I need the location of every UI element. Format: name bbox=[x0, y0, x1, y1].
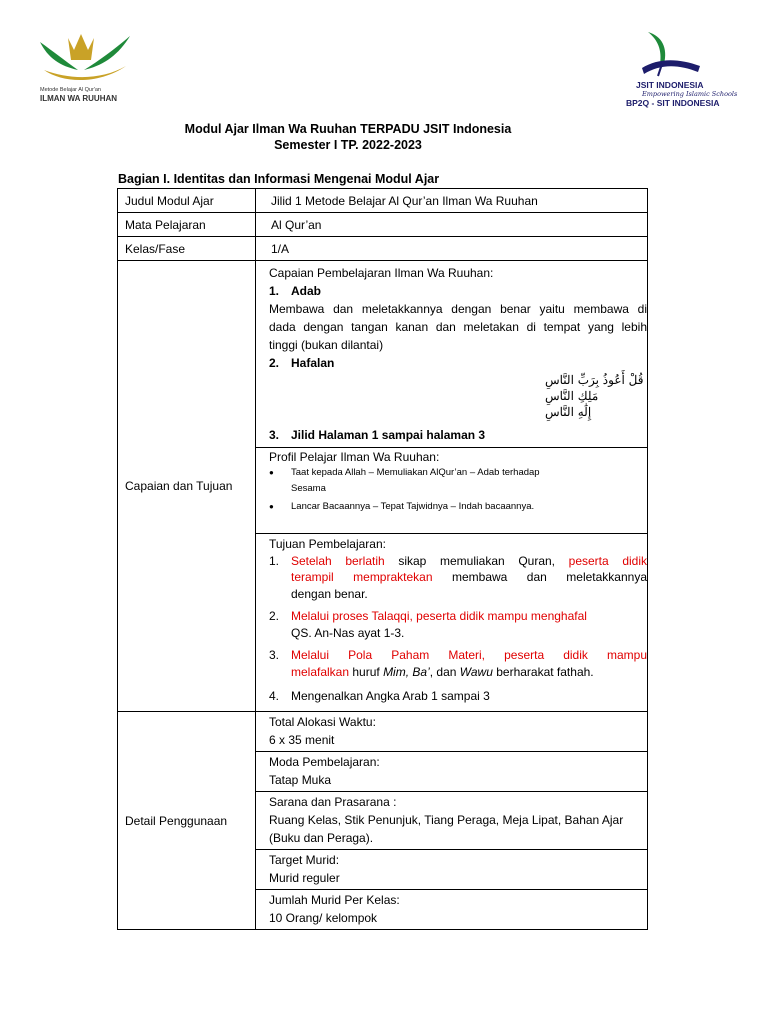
detail-cell bbox=[256, 712, 648, 930]
adab-title: Adab bbox=[291, 284, 321, 298]
profil-cell bbox=[256, 448, 648, 534]
tujuan-heading: Tujuan Pembelajaran: bbox=[269, 537, 386, 551]
list-item: 2. Hafalan bbox=[269, 356, 335, 370]
table-row bbox=[118, 213, 648, 237]
profil-heading: Profil Pelajar Ilman Wa Ruuhan: bbox=[269, 450, 440, 464]
logo-title: JSIT INDONESIA bbox=[636, 80, 704, 90]
capaian-row-label: Capaian dan Tujuan bbox=[118, 261, 256, 712]
tujuan-cell bbox=[256, 534, 648, 712]
judul-value: Jilid 1 Metode Belajar Al Qur’an Ilman Wa Ruuhan bbox=[256, 189, 648, 213]
list-item: 4. Mengenalkan Angka Arab 1 sampai 3 bbox=[269, 689, 490, 703]
quill-book-icon bbox=[628, 28, 708, 80]
logo-tagline: Empowering Islamic Schools bbox=[642, 90, 738, 98]
capaian-heading: Capaian Pembelajaran Ilman Wa Ruuhan: bbox=[269, 266, 494, 280]
jsit-indonesia-logo bbox=[626, 28, 738, 113]
logo-caption-small: Metode Belajar Al Qur'an bbox=[40, 87, 101, 93]
logo-subtitle: BP2Q - SIT INDONESIA bbox=[626, 98, 720, 108]
ilman-wa-ruuhan-logo bbox=[30, 30, 140, 105]
arabic-verse-3: إِلَٰهِ النَّاسِ bbox=[545, 405, 592, 419]
table-row bbox=[118, 712, 648, 930]
table-row bbox=[118, 189, 648, 213]
kelas-value: 1/A bbox=[256, 237, 648, 261]
capaian-cell bbox=[256, 261, 648, 448]
mapel-value: Al Qur’an bbox=[256, 213, 648, 237]
logo-caption-big: ILMAN WA RUUHAN bbox=[40, 94, 118, 103]
adab-text-3: tinggi (bukan dilantai) bbox=[269, 338, 384, 352]
waktu-block: Total Alokasi Waktu: 6 x 35 menit bbox=[256, 712, 647, 752]
list-item: 1. Setelah berlatih sikap memuliakan Quran, peserta didik terampil mempraktekan membawa dan meletakkannya dengan benar. bbox=[269, 553, 647, 601]
module-identity-table bbox=[117, 188, 648, 930]
table-row bbox=[118, 237, 648, 261]
list-item: ● Lancar Bacaannya – Tepat Tajwidnya – Indah bacaannya. bbox=[269, 499, 647, 515]
detail-row-label: Detail Penggunaan bbox=[118, 712, 256, 930]
document-title-line2: Semester I TP. 2022-2023 bbox=[274, 138, 422, 152]
list-item: 3. Jilid Halaman 1 sampai halaman 3 bbox=[269, 428, 486, 442]
moda-block: Moda Pembelajaran: Tatap Muka bbox=[256, 752, 647, 792]
mapel-label: Mata Pelajaran bbox=[118, 213, 256, 237]
adab-text-2: dada dengan tangan kanan dan meletakan di tempat yang lebih bbox=[269, 320, 647, 334]
hafalan-title: Hafalan bbox=[291, 356, 335, 370]
list-item: 1. Adab bbox=[269, 284, 321, 298]
jumlah-block: Jumlah Murid Per Kelas: 10 Orang/ kelompok bbox=[269, 893, 400, 925]
judul-label: Judul Modul Ajar bbox=[118, 189, 256, 213]
section-heading: Bagian I. Identitas dan Informasi Mengenai Modul Ajar bbox=[118, 172, 440, 186]
document-title-line1: Modul Ajar Ilman Wa Ruuhan TERPADU JSIT Indonesia bbox=[184, 122, 512, 136]
leaf-crown-icon bbox=[30, 30, 140, 88]
list-item: 2. Melalui proses Talaqqi, peserta didik mampu menghafal QS. An-Nas ayat 1-3. bbox=[269, 609, 587, 640]
arabic-verse-2: مَلِكِ النَّاسِ bbox=[545, 389, 599, 403]
table-row bbox=[118, 261, 648, 448]
sarana-block: Sarana dan Prasarana : Ruang Kelas, Stik Penunjuk, Tiang Peraga, Meja Lipat, Bahan Ajar (Buku dan Peraga). bbox=[256, 792, 647, 850]
bullet-icon: ● bbox=[269, 502, 274, 511]
jilid-title: Jilid Halaman 1 sampai halaman 3 bbox=[291, 428, 486, 442]
list-item: ● Taat kepada Allah – Memuliakan AlQur’an – Adab terhadap Sesama bbox=[269, 465, 647, 497]
adab-text-1: Membawa dan meletakkannya dengan benar yaitu membawa di bbox=[269, 302, 647, 316]
list-item: 3. Melalui Pola Paham Materi, peserta didik mampu melafalkan huruf Mim, Ba’, dan Wawu berharakat fathah. bbox=[269, 648, 647, 679]
target-block: Target Murid: Murid reguler bbox=[256, 850, 647, 890]
arabic-verse-1: قُلْ أَعُوذُ بِرَبِّ النَّاسِ bbox=[545, 373, 644, 387]
kelas-label: Kelas/Fase bbox=[118, 237, 256, 261]
bullet-icon: ● bbox=[269, 468, 274, 477]
